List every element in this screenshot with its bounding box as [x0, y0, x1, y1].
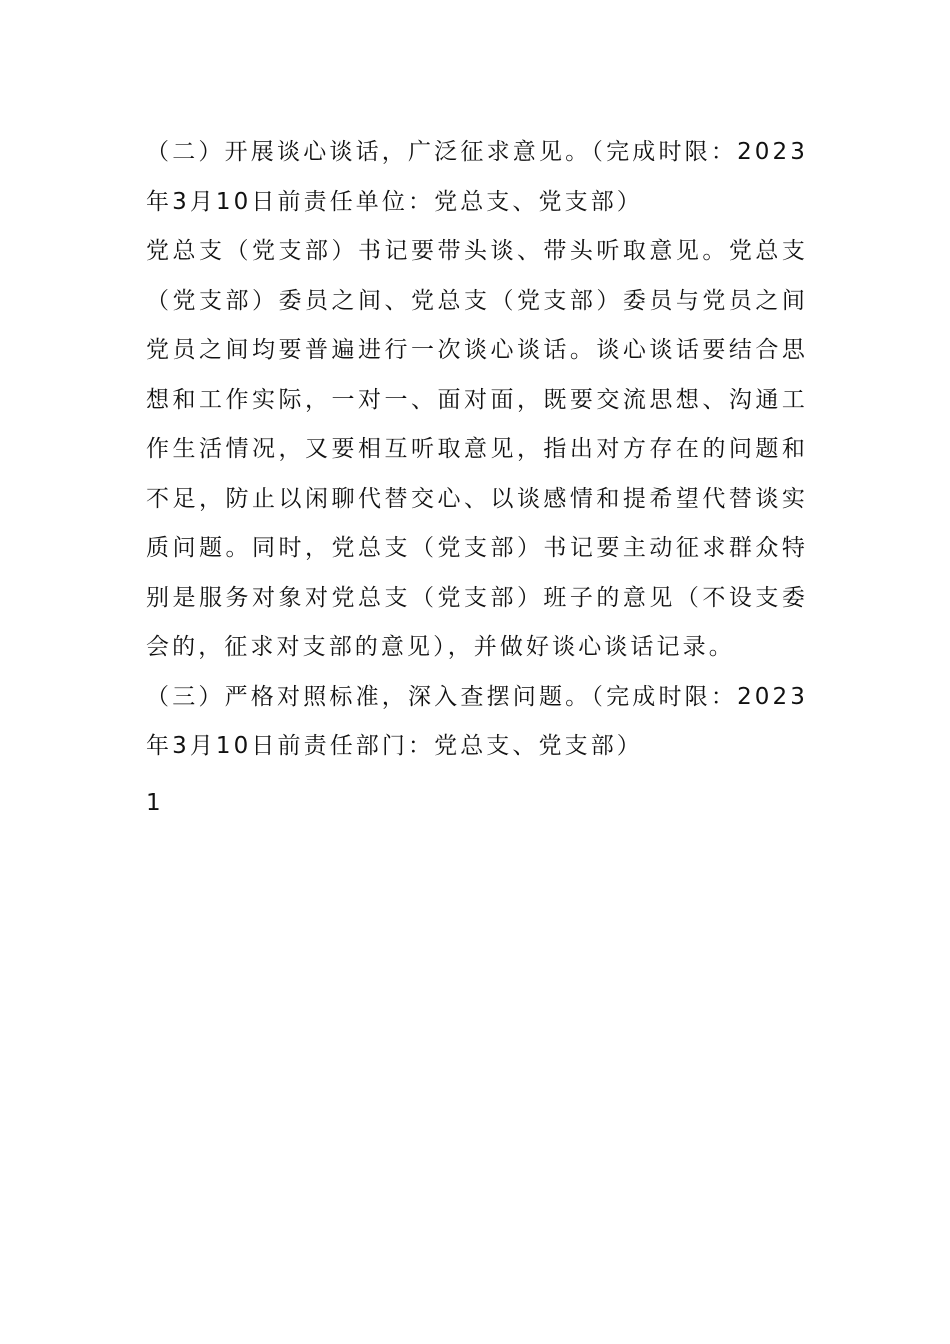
page-number: 1	[146, 790, 161, 816]
section-heading-three: （三）严格对照标准，深入查摆问题。（完成时限：2023年3月10日前责任部门：党总支、党支部）	[146, 683, 808, 759]
document-body	[146, 128, 808, 772]
body-paragraph: 党总支（党支部）书记要带头谈、带头听取意见。党总支（党支部）委员之间、党总支（党支部）委员与党员之间党员之间均要普遍进行一次谈心谈话。谈心谈话要结合思想和工作实际，一对一、面对面，既要交流思想、沟通工作生活情况，又要相互听取意见，指出对方存在的问题和不足，防止以闲聊代替交心、以谈感情和提希望代替谈实质问题。同时，党总支（党支部）书记要主动征求群众特别是服务对象对党总支（党支部）班子的意见（不设支委会的，征求对支部的意见），并做好谈心谈话记录。	[146, 238, 808, 660]
section-heading-two: （二）开展谈心谈话，广泛征求意见。（完成时限：2023年3月10日前责任单位：党总支、党支部）	[146, 139, 808, 215]
